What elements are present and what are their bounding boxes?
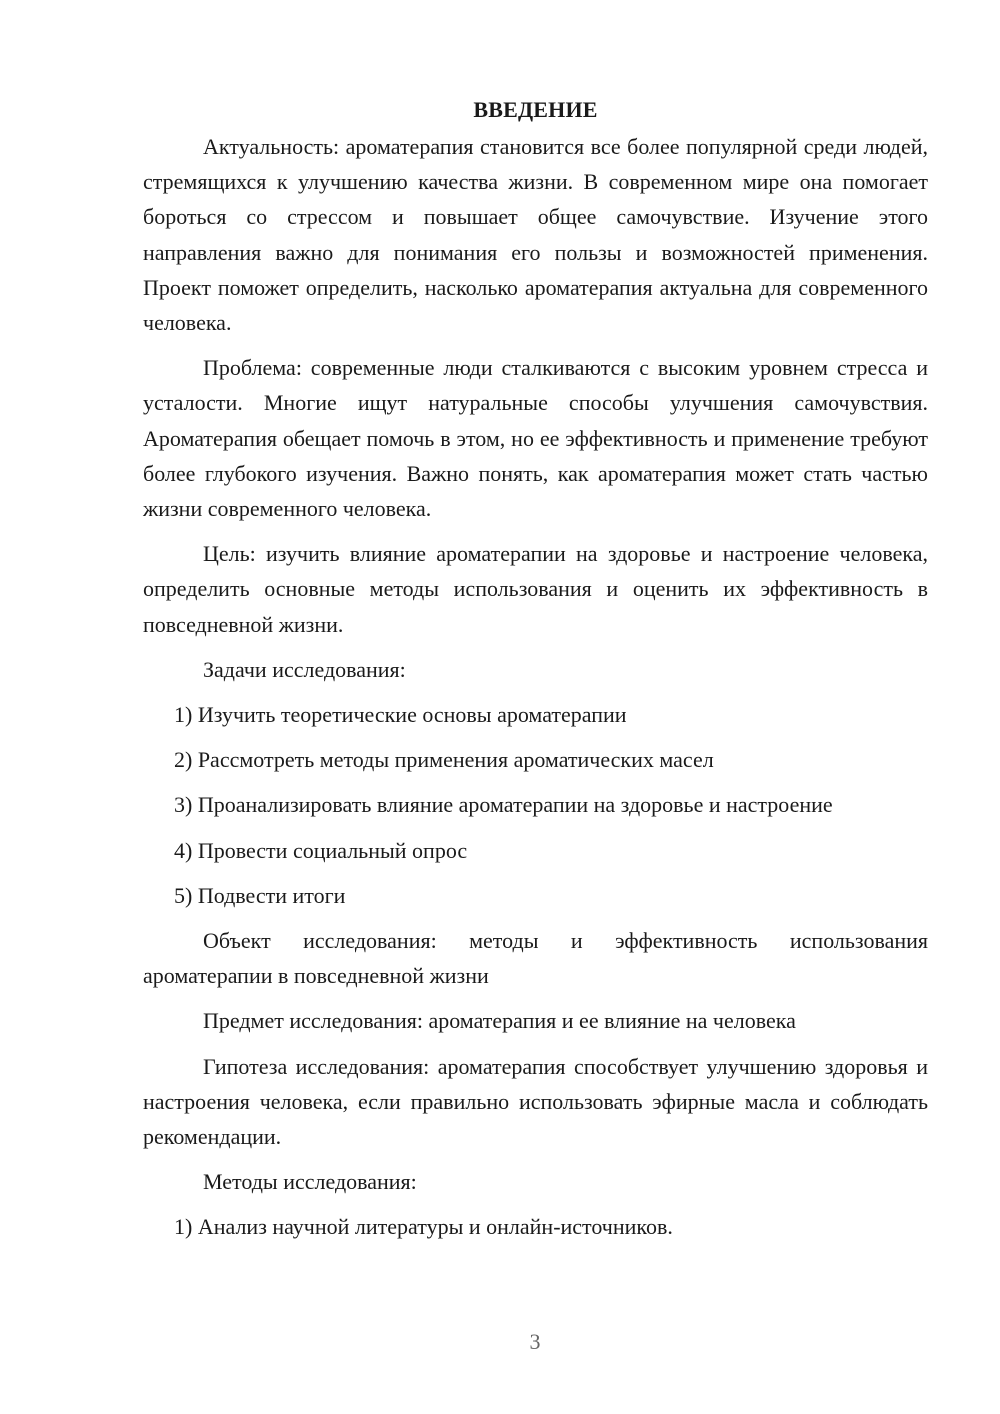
hypothesis-paragraph: Гипотеза исследования: ароматерапия способствует улучшению здоровья и настроения человека, если правильно использовать эфирные масла и соблюдать рекомендации. <box>143 1053 928 1150</box>
task-item: 2) Рассмотреть методы применения ароматических масел <box>174 747 714 773</box>
document-page <box>143 92 928 1245</box>
object-paragraph: Объект исследования: методы и эффективность использования ароматерапии в повседневной жизни <box>143 928 928 989</box>
page-number: 3 <box>529 1329 541 1354</box>
problem-paragraph: Проблема: современные люди сталкиваются с высоким уровнем стресса и усталости. Многие ищут натуральные способы улучшения самочувствия. Ароматерапия обещает помочь в этом, но ее эффективность и применение требуют более глубокого изучения. Важно понять, как ароматерапия может стать частью жизни современного человека. <box>143 355 928 522</box>
task-item: 1) Изучить теоретические основы ароматерапии <box>174 702 627 728</box>
method-item: 1) Анализ научной литературы и онлайн-источников. <box>174 1214 673 1240</box>
task-item: 5) Подвести итоги <box>174 882 346 908</box>
tasks-heading: Задачи исследования: <box>203 656 406 682</box>
task-item: 3) Проанализировать влияние ароматерапии на здоровье и настроение <box>174 792 833 818</box>
goal-paragraph: Цель: изучить влияние ароматерапии на здоровье и настроение человека, определить основные методы использования и оценить их эффективность в повседневной жизни. <box>143 541 928 637</box>
methods-heading: Методы исследования: <box>203 1169 417 1195</box>
task-item: 4) Провести социальный опрос <box>174 837 468 863</box>
section-title: ВВЕДЕНИЕ <box>473 97 598 122</box>
subject-paragraph: Предмет исследования: ароматерапия и ее влияние на человека <box>203 1008 796 1034</box>
relevance-paragraph: Актуальность: ароматерапия становится все более популярной среди людей, стремящихся к улучшению качества жизни. В современном мире она помогает бороться со стрессом и повышает общее самочувствие. Изучение этого направления важно для понимания его пользы и возможностей применения. Проект поможет определить, насколько ароматерапия актуальна для современного человека. <box>143 134 928 336</box>
